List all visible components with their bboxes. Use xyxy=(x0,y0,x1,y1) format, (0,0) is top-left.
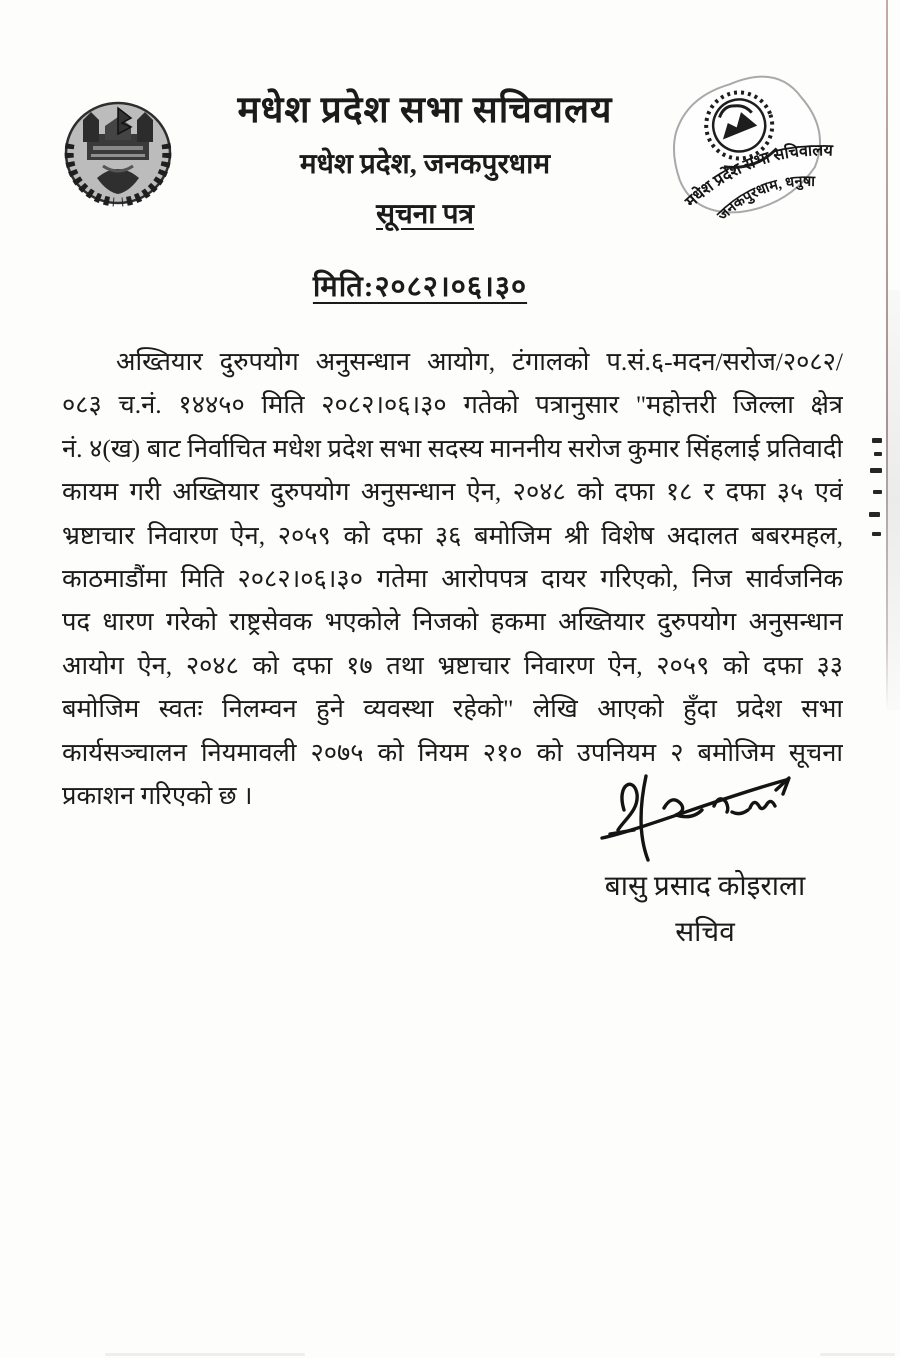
body-line: अख्तियार दुरुपयोग अनुसन्धान आयोग, टंगालको प.सं.६-मदन/सरोज/२०८२/ xyxy=(116,347,843,376)
bleed-through-mark xyxy=(872,532,881,536)
notice-body xyxy=(62,340,843,817)
signer-name: बासु प्रसाद कोइराला xyxy=(604,871,806,902)
signature-block xyxy=(540,768,870,950)
body-line: पद धारण गरेको राष्ट्रसेवक भएकोले निजको हकमा अख्तियार दुरुपयोग अनुसन्धान xyxy=(62,607,843,637)
letterhead xyxy=(180,88,670,232)
body-line: कायम गरी अख्तियार दुरुपयोग अनुसन्धान ऐन, २०४८ को दफा १८ र दफा ३५ एवं xyxy=(62,477,843,507)
body-line: ०८३ च.नं. १४४५० मिति २०८२।०६।३० गतेको पत्रानुसार "महोत्तरी जिल्ला क्षेत्र xyxy=(62,390,843,420)
scan-smudge xyxy=(105,1353,305,1356)
handwritten-signature xyxy=(590,768,820,864)
bleed-through-mark xyxy=(870,468,882,473)
body-line: नं. ४(ख) बाट निर्वाचित मधेश प्रदेश सभा सदस्य माननीय सरोज कुमार सिंहलाई प्रतिवादी xyxy=(62,433,843,463)
body-line: बमोजिम स्वतः निलम्वन हुने व्यवस्था रहेको" लेखि आएको हुँदा प्रदेश सभा xyxy=(62,694,843,724)
scan-edge-shadow xyxy=(888,290,900,710)
bleed-through-mark xyxy=(872,438,882,443)
stamp-text-line1: मधेश प्रदेश सभा सचिवालय xyxy=(682,142,834,211)
date-value: मिति:२०८२।०६।३० xyxy=(312,271,528,303)
signer-title: सचिव xyxy=(675,917,735,948)
body-line: कार्यसञ्चालन नियमावली २०७५ को नियम २१० को उपनियम २ बमोजिम सूचना xyxy=(62,737,843,767)
doc-type-heading: सूचना पत्र xyxy=(376,198,474,230)
bleed-through-mark xyxy=(874,452,882,456)
body-line: भ्रष्टाचार निवारण ऐन, २०५९ को दफा ३६ बमोजिम श्री विशेष अदालत बबरमहल, xyxy=(62,520,843,550)
org-location: मधेश प्रदेश, जनकपुरधाम xyxy=(299,149,551,181)
body-line: काठमाडौंमा मिति २०८२।०६।३० गतेमा आरोपपत्र दायर गरिएको, निज सार्वजनिक xyxy=(62,563,843,593)
date-line xyxy=(0,266,840,305)
province-coat-of-arms-icon xyxy=(57,96,179,212)
stamp-text-line2: जनकपुरधाम, धनुषा xyxy=(714,173,816,225)
office-round-stamp-icon xyxy=(648,66,848,256)
bleed-through-mark xyxy=(873,490,882,494)
org-name: मधेश प्रदेश सभा सचिवालय xyxy=(237,90,613,131)
body-line: आयोग ऐन, २०४८ को दफा १७ तथा भ्रष्टाचार निवारण ऐन, २०५९ को दफा ३३ xyxy=(62,650,843,680)
body-line: प्रकाशन गरिएको छ । xyxy=(62,780,253,810)
bleed-through-mark xyxy=(869,512,880,517)
scan-smudge xyxy=(820,1353,895,1356)
